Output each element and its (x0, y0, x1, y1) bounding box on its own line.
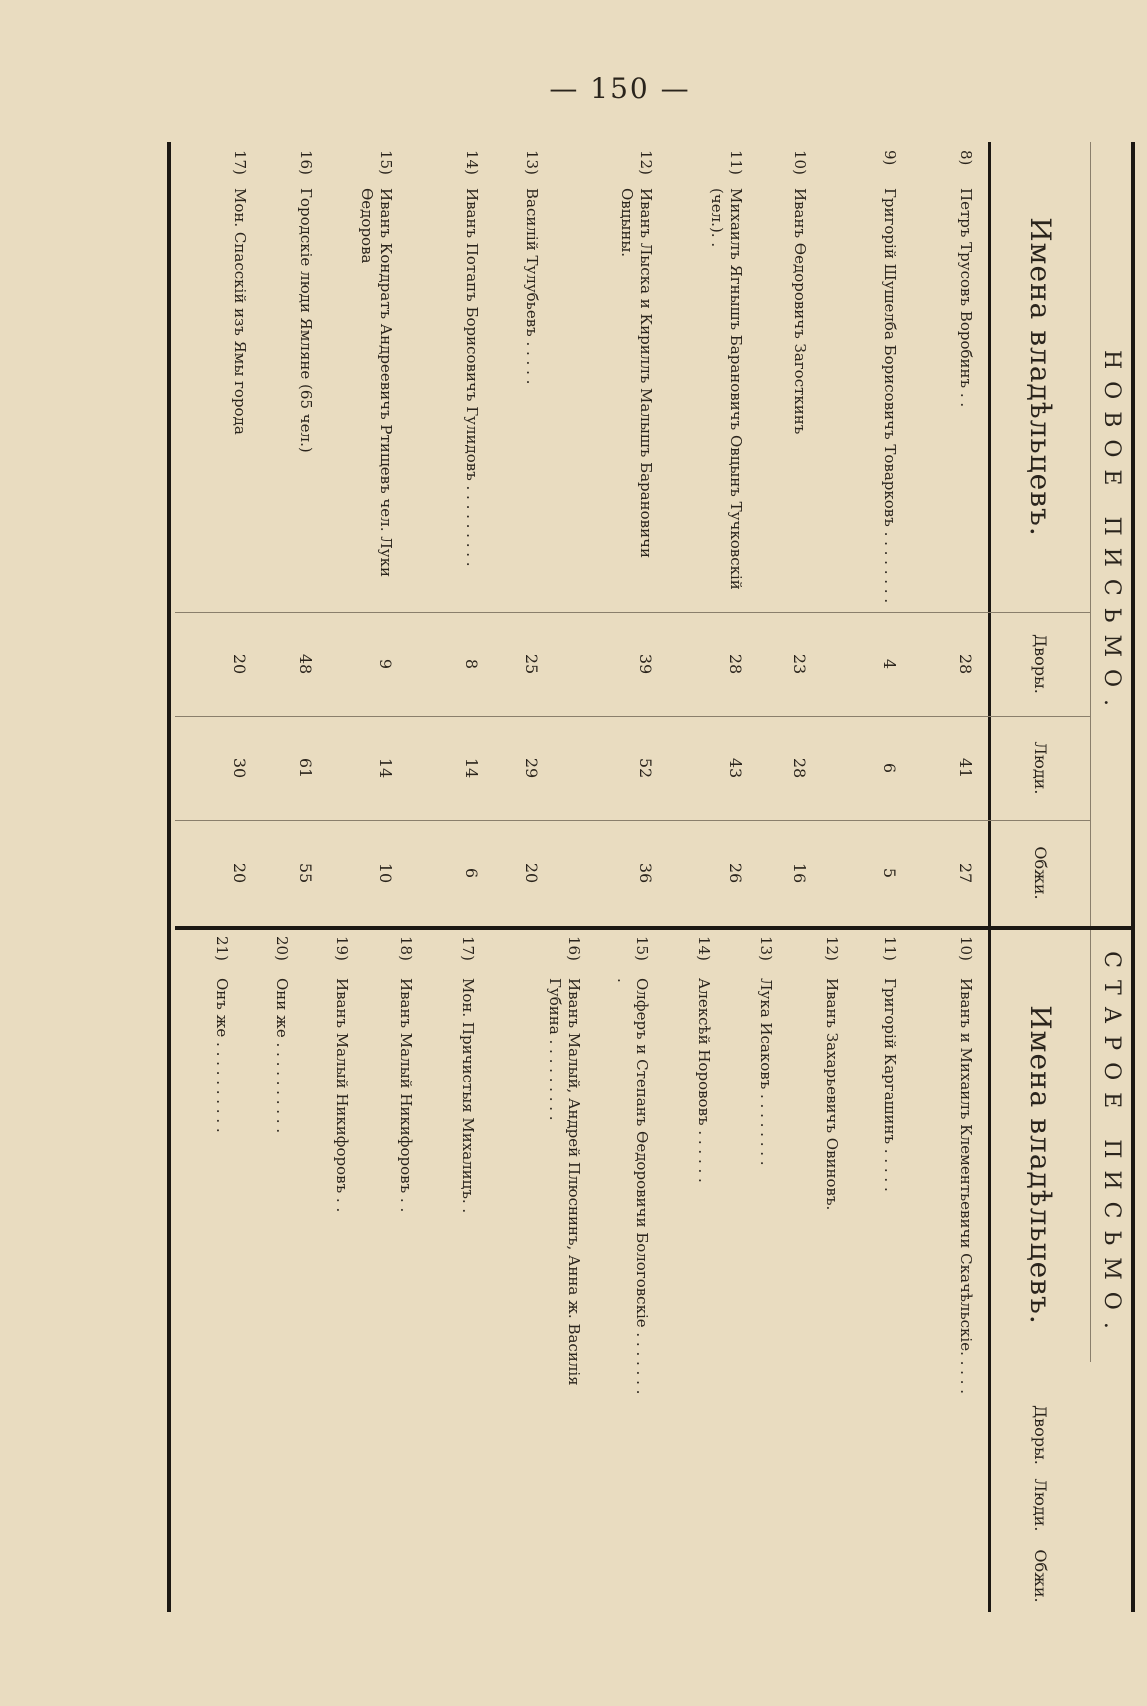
table-row (915, 142, 975, 926)
new-register-title: НОВОЕ ПИСЬМО. (1090, 142, 1131, 926)
rotated-table-wrapper (175, 142, 1135, 1612)
owner-name: Мон. Спасскій изъ Ямы города (231, 188, 249, 435)
table-row (595, 930, 651, 1612)
row-number: 14) (695, 936, 713, 961)
owner-name: Иванъ и Михаилъ Клементьевичи Скачѣльскіе. . . . . (957, 978, 975, 1394)
dvory-value: 39 (636, 653, 655, 675)
new-header-lyudi: Люди. (988, 716, 1091, 820)
lyudi-value: 43 (726, 757, 745, 779)
row-number: 21) (213, 936, 231, 961)
row-number: 14) (463, 150, 481, 175)
land-register-table (167, 142, 1135, 1612)
table-row (481, 142, 541, 926)
lyudi-value: 52 (636, 757, 655, 779)
owner-name: Они же . . . . . . . . . . (273, 978, 291, 1134)
table-row (749, 142, 809, 926)
row-number: 13) (757, 936, 775, 961)
owner-name: Олферъ и Степанъ Ѳедоровичи Бологовскіе . . . . . . . . (614, 978, 651, 1395)
obzhi-value: 5 (880, 867, 899, 879)
row-number: 10) (957, 936, 975, 961)
obzhi-value: 27 (956, 862, 975, 884)
new-header-dvory: Дворы. (988, 612, 1091, 716)
owner-name: Иванъ Малый Никифоровъ . . (333, 978, 351, 1213)
lyudi-value: 28 (790, 757, 809, 779)
row-number: 13) (523, 150, 541, 175)
owner-name: Иванъ Лыска и Кириллъ Малышъ Барановичи Овцыны. (618, 188, 655, 558)
owner-name: Иванъ Малый, Андрей Плюснинъ, Анна ж. Василія Губина . . . . . . . . . (546, 978, 583, 1386)
owner-name: Иванъ Захарьевичъ Овиновъ. (823, 978, 841, 1211)
lyudi-value: 14 (462, 757, 481, 779)
lyudi-value: 6 (880, 762, 899, 774)
owner-name: Василій Тулубьевъ . . . . . (523, 188, 541, 385)
lyudi-value: 61 (296, 757, 315, 779)
lyudi-value: 30 (230, 757, 249, 779)
obzhi-value: 16 (790, 862, 809, 884)
old-header-lyudi: Люди. (988, 1470, 1091, 1540)
obzhi-value: 6 (462, 867, 481, 879)
table-row (919, 930, 975, 1612)
row-number: 11) (881, 936, 899, 961)
owner-name: Григорій Каргашинъ . . . . . (881, 978, 899, 1192)
row-number: 20) (273, 936, 291, 961)
table-row (255, 142, 315, 926)
row-number: 9) (881, 150, 899, 166)
owner-name: Иванъ Кондратъ Андреевичъ Ртищевъ чел. Луки Ѳедорова (358, 188, 395, 577)
table-row (359, 930, 415, 1612)
dvory-value: 9 (376, 658, 395, 670)
row-number: 10) (791, 150, 809, 175)
dvory-value: 20 (230, 653, 249, 675)
row-number: 17) (231, 150, 249, 175)
row-number: 15) (633, 936, 651, 961)
owner-name: Иванъ Малый Никифоровъ . . (397, 978, 415, 1213)
owner-name: Петръ Трусовъ Воробинъ . . (957, 188, 975, 408)
obzhi-value: 36 (636, 862, 655, 884)
table-row (175, 930, 231, 1612)
table-row (335, 142, 395, 926)
owner-name: Михаилъ Ягнышъ Барановичъ Овцынъ Тучковскій (чел.). . (708, 188, 745, 590)
page-number: — 150 — (549, 72, 691, 105)
row-number: 16) (565, 936, 583, 961)
table-row (785, 930, 841, 1612)
new-register-section (175, 142, 1131, 930)
row-number: 12) (637, 150, 655, 175)
owner-name: Алексѣй Норововъ . . . . . . (695, 978, 713, 1183)
dvory-value: 28 (726, 653, 745, 675)
table-row (235, 930, 291, 1612)
old-register-section (175, 930, 1131, 1612)
table-row (843, 930, 899, 1612)
row-number: 17) (459, 936, 477, 961)
row-number: 15) (377, 150, 395, 175)
old-header-names: Имена владѣльцевъ. (988, 930, 1091, 1400)
new-header-names: Имена владѣльцевъ. (988, 142, 1091, 612)
row-number: 18) (397, 936, 415, 961)
old-header-obzhi: Обжи. (988, 1540, 1091, 1612)
row-number: 16) (297, 150, 315, 175)
obzhi-value: 55 (296, 862, 315, 884)
table-row (657, 930, 713, 1612)
dvory-value: 28 (956, 653, 975, 675)
table-row (685, 142, 745, 926)
dvory-value: 23 (790, 653, 809, 675)
table-row (421, 930, 477, 1612)
row-number: 12) (823, 936, 841, 961)
dvory-value: 4 (880, 658, 899, 670)
table-row (719, 930, 775, 1612)
row-number: 8) (957, 150, 975, 166)
row-number: 19) (333, 936, 351, 961)
owner-name: Городскіе люди Ямляне (65 чел.) (297, 188, 315, 453)
new-header-obzhi: Обжи. (988, 820, 1091, 926)
owner-name: Григорій Шушелба Борисовичъ Товарковъ . . . . . . . . (881, 188, 899, 604)
owner-name: Иванъ Ѳедоровичъ Загосткинъ (791, 188, 809, 435)
obzhi-value: 20 (522, 862, 541, 884)
owner-name: Лука Исаковъ . . . . . . . . (757, 978, 775, 1166)
table-row (839, 142, 899, 926)
dvory-value: 25 (522, 653, 541, 675)
lyudi-value: 29 (522, 757, 541, 779)
old-register-title: СТАРОЕ ПИСЬМО. (1090, 930, 1131, 1362)
obzhi-value: 20 (230, 862, 249, 884)
table-row (421, 142, 481, 926)
owner-name: Онъ же . . . . . . . . . . (213, 978, 231, 1133)
table-row (295, 930, 351, 1612)
owner-name: Иванъ Потапъ Борисовичъ Гулидовъ . . . . . . . . . (463, 188, 481, 567)
dvory-value: 48 (296, 653, 315, 675)
owner-name: Мон. Причистыя Михалицъ. . (459, 978, 477, 1214)
table-row (189, 142, 249, 926)
row-number: 11) (727, 150, 745, 175)
table-row (527, 930, 583, 1612)
lyudi-value: 41 (956, 757, 975, 779)
obzhi-value: 10 (376, 862, 395, 884)
old-header-dvory: Дворы. (988, 1400, 1091, 1470)
dvory-value: 8 (462, 658, 481, 670)
obzhi-value: 26 (726, 862, 745, 884)
lyudi-value: 14 (376, 757, 395, 779)
table-row (595, 142, 655, 926)
